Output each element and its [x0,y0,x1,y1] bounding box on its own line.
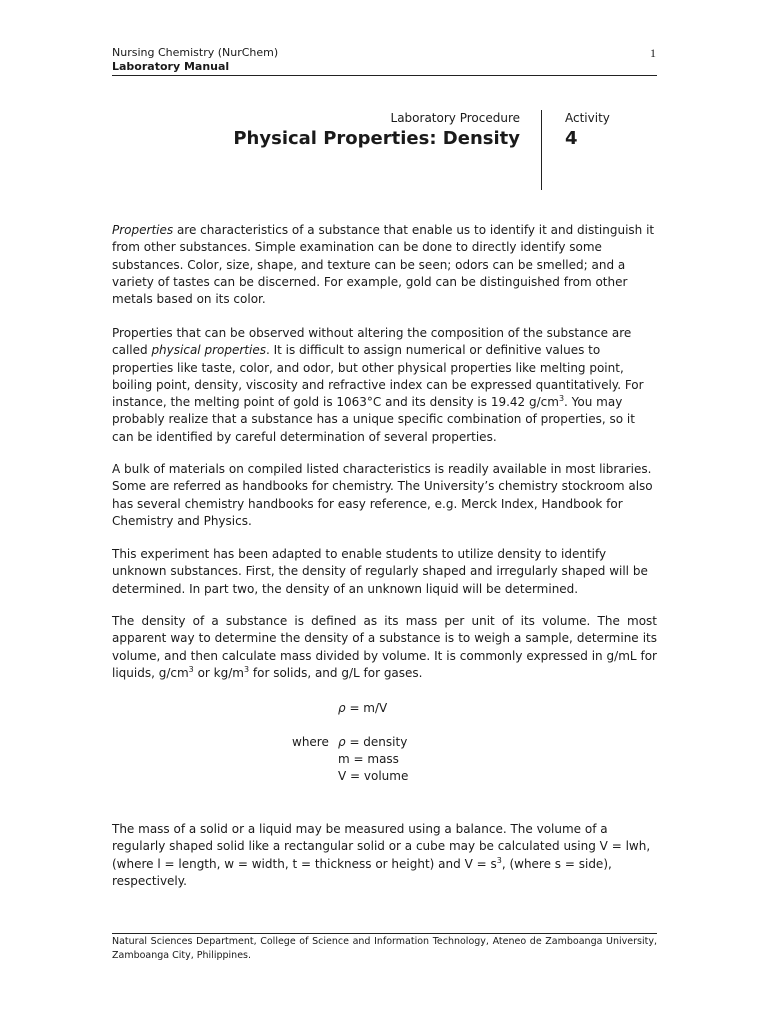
paragraph-text: , (where s = side), respectively. [112,856,612,888]
page-number: 1 [650,46,656,60]
paragraph-text: . You may probably realize that a substance has a unique specific combination of properties, so it can be identified by careful determination of several properties. [112,395,635,444]
equation-text: = m/V [345,701,388,715]
definition-volume: V = volume [338,769,409,783]
where-label: where [292,735,329,749]
paragraph-text: A bulk of materials on compiled listed characteristics is readily available in most libraries. Some are referred as handbooks for chemistry. The University’s chemistry stockroom also has several chemistry handbooks for easy reference, e.g. Merck Index, Handbook for Chemistry and Physics. [112,462,653,528]
footer-divider [112,933,657,934]
superscript: 3 [243,664,250,674]
title-divider [541,110,542,190]
paragraph-text: . It is difficult to assign numerical or definitive values to properties like taste, color, and odor, but other physical properties like melting point, boiling point, density, viscosity and refractive index can be expressed quantitatively. For instance, the melting point of gold is 1063°C and its density is 19.42 g/cm [112,343,644,410]
paragraph-handbooks [112,461,657,530]
paragraph-density-definition [112,613,657,682]
definition-text: = density [345,735,408,749]
paragraph-experiment [112,546,657,598]
procedure-label: Laboratory Procedure [390,111,520,125]
paragraph-mass-volume [112,821,657,890]
paragraph-text: The density of a substance is defined as its mass per unit of its volume. The most apparent way to determine the density of a substance is to weigh a sample, determine its volume, and then calculate mass divided by volume. It is commonly expressed in g/mL for liquids, g/cm [112,614,657,680]
paragraph-physical-properties [112,325,657,446]
paragraph-properties [112,222,657,308]
paragraph-text: are characteristics of a substance that enable us to identify it and distinguish it from other substances. Simple examination can be done to directly identify some substances. Color, size, shape, and texture can be seen; odors can be smelled; and a variety of tastes can be discerned. For example, gold can be distinguished from other metals based on its color. [112,223,655,307]
paragraph-text: or kg/m [193,665,244,680]
rho-symbol: ρ [338,735,346,749]
footer-text: Natural Sciences Department, College of Science and Information Technology, Ateneo de Zamboanga University, Zamboanga City, Philippines. [112,936,657,961]
rho-symbol: ρ [338,701,346,715]
term-properties: Properties [112,223,174,237]
header-divider [112,75,657,76]
activity-number: 4 [565,128,578,149]
paragraph-text: for solids, and g/L for gases. [249,665,423,680]
paragraph-text: The mass of a solid or a liquid may be measured using a balance. The volume of a regularly shaped solid like a rectangular solid or a cube may be calculated using V = lwh, (where l = length, w = width, t = thickness or height) and V = s [112,822,651,871]
superscript: 3 [496,855,502,865]
superscript: 3 [558,394,565,404]
density-equation [338,700,387,717]
term-physical-properties: physical properties [151,343,266,358]
paragraph-text: This experiment has been adapted to enable students to utilize density to identify unknown substances. First, the density of regularly shaped and irregularly shaped will be determined. In part two, the density of an unknown liquid will be determined. [112,547,648,596]
header-course: Nursing Chemistry (NurChem) [112,46,279,59]
superscript: 3 [188,664,194,674]
paragraph-text: Properties that can be observed without altering the composition of the substance are called [112,326,632,358]
definition-mass: m = mass [338,752,399,766]
page-title: Physical Properties: Density [233,128,520,149]
header-manual: Laboratory Manual [112,60,230,73]
activity-label: Activity [565,111,610,125]
definition-rho [338,734,407,751]
